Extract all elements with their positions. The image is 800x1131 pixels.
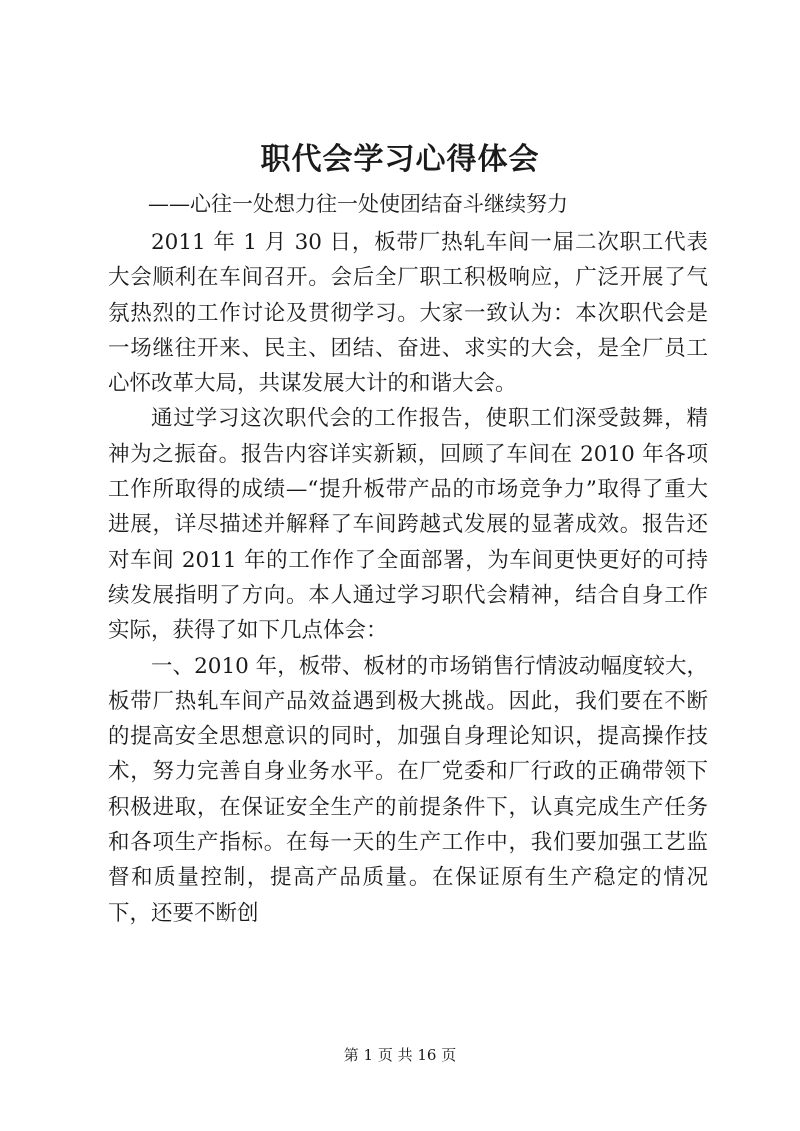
paragraph-2: 通过学习这次职代会的工作报告，使职工们深受鼓舞，精神为之振奋。报告内容详实新颖，回顾了车间在 2010 年各项工作所取得的成绩—“提升板带产品的市场竞争力”取得了重大进展，详尽描述并解释了车间跨越式发展的显著成效。报告还对车间 2011 年的工作作了全面部署，为车间更快更好的可持续发展指明了方向。本人通过学习职代会精神，结合自身工作实际，获得了如下几点体会： [108, 406, 708, 644]
paragraph-3: 一、2010 年，板带、板材的市场销售行情波动幅度较大，板带厂热轧车间产品效益遇到极大挑战。因此，我们要在不断的提高安全思想意识的同时，加强自身理论知识，提高操作技术，努力完善自身业务水平。在厂党委和厂行政的正确带领下积极进取，在保证安全生产的前提条件下，认真完成生产任务和各项生产指标。在每一天的生产工作中，我们要加强工艺监督和质量控制，提高产品质量。在保证原有生产稳定的情况下，还要不断创 [108, 653, 708, 926]
document-title: 职代会学习心得体会 [260, 142, 540, 177]
document-body [108, 225, 708, 931]
page-footer: 第 1 页 共 16 页 [343, 1046, 457, 1064]
paragraph-1: 2011 年 1 月 30 日，板带厂热轧车间一届二次职工代表大会顺利在车间召开。会后全厂职工积极响应，广泛开展了气氛热烈的工作讨论及贯彻学习。大家一致认为：本次职代会是一场继往开来、民主、团结、奋进、求实的大会，是全厂员工心怀改革大局，共谋发展大计的和谐大会。 [108, 230, 708, 397]
document-subtitle: ——心往一处想力往一处使团结奋斗继续努力 [148, 192, 568, 216]
